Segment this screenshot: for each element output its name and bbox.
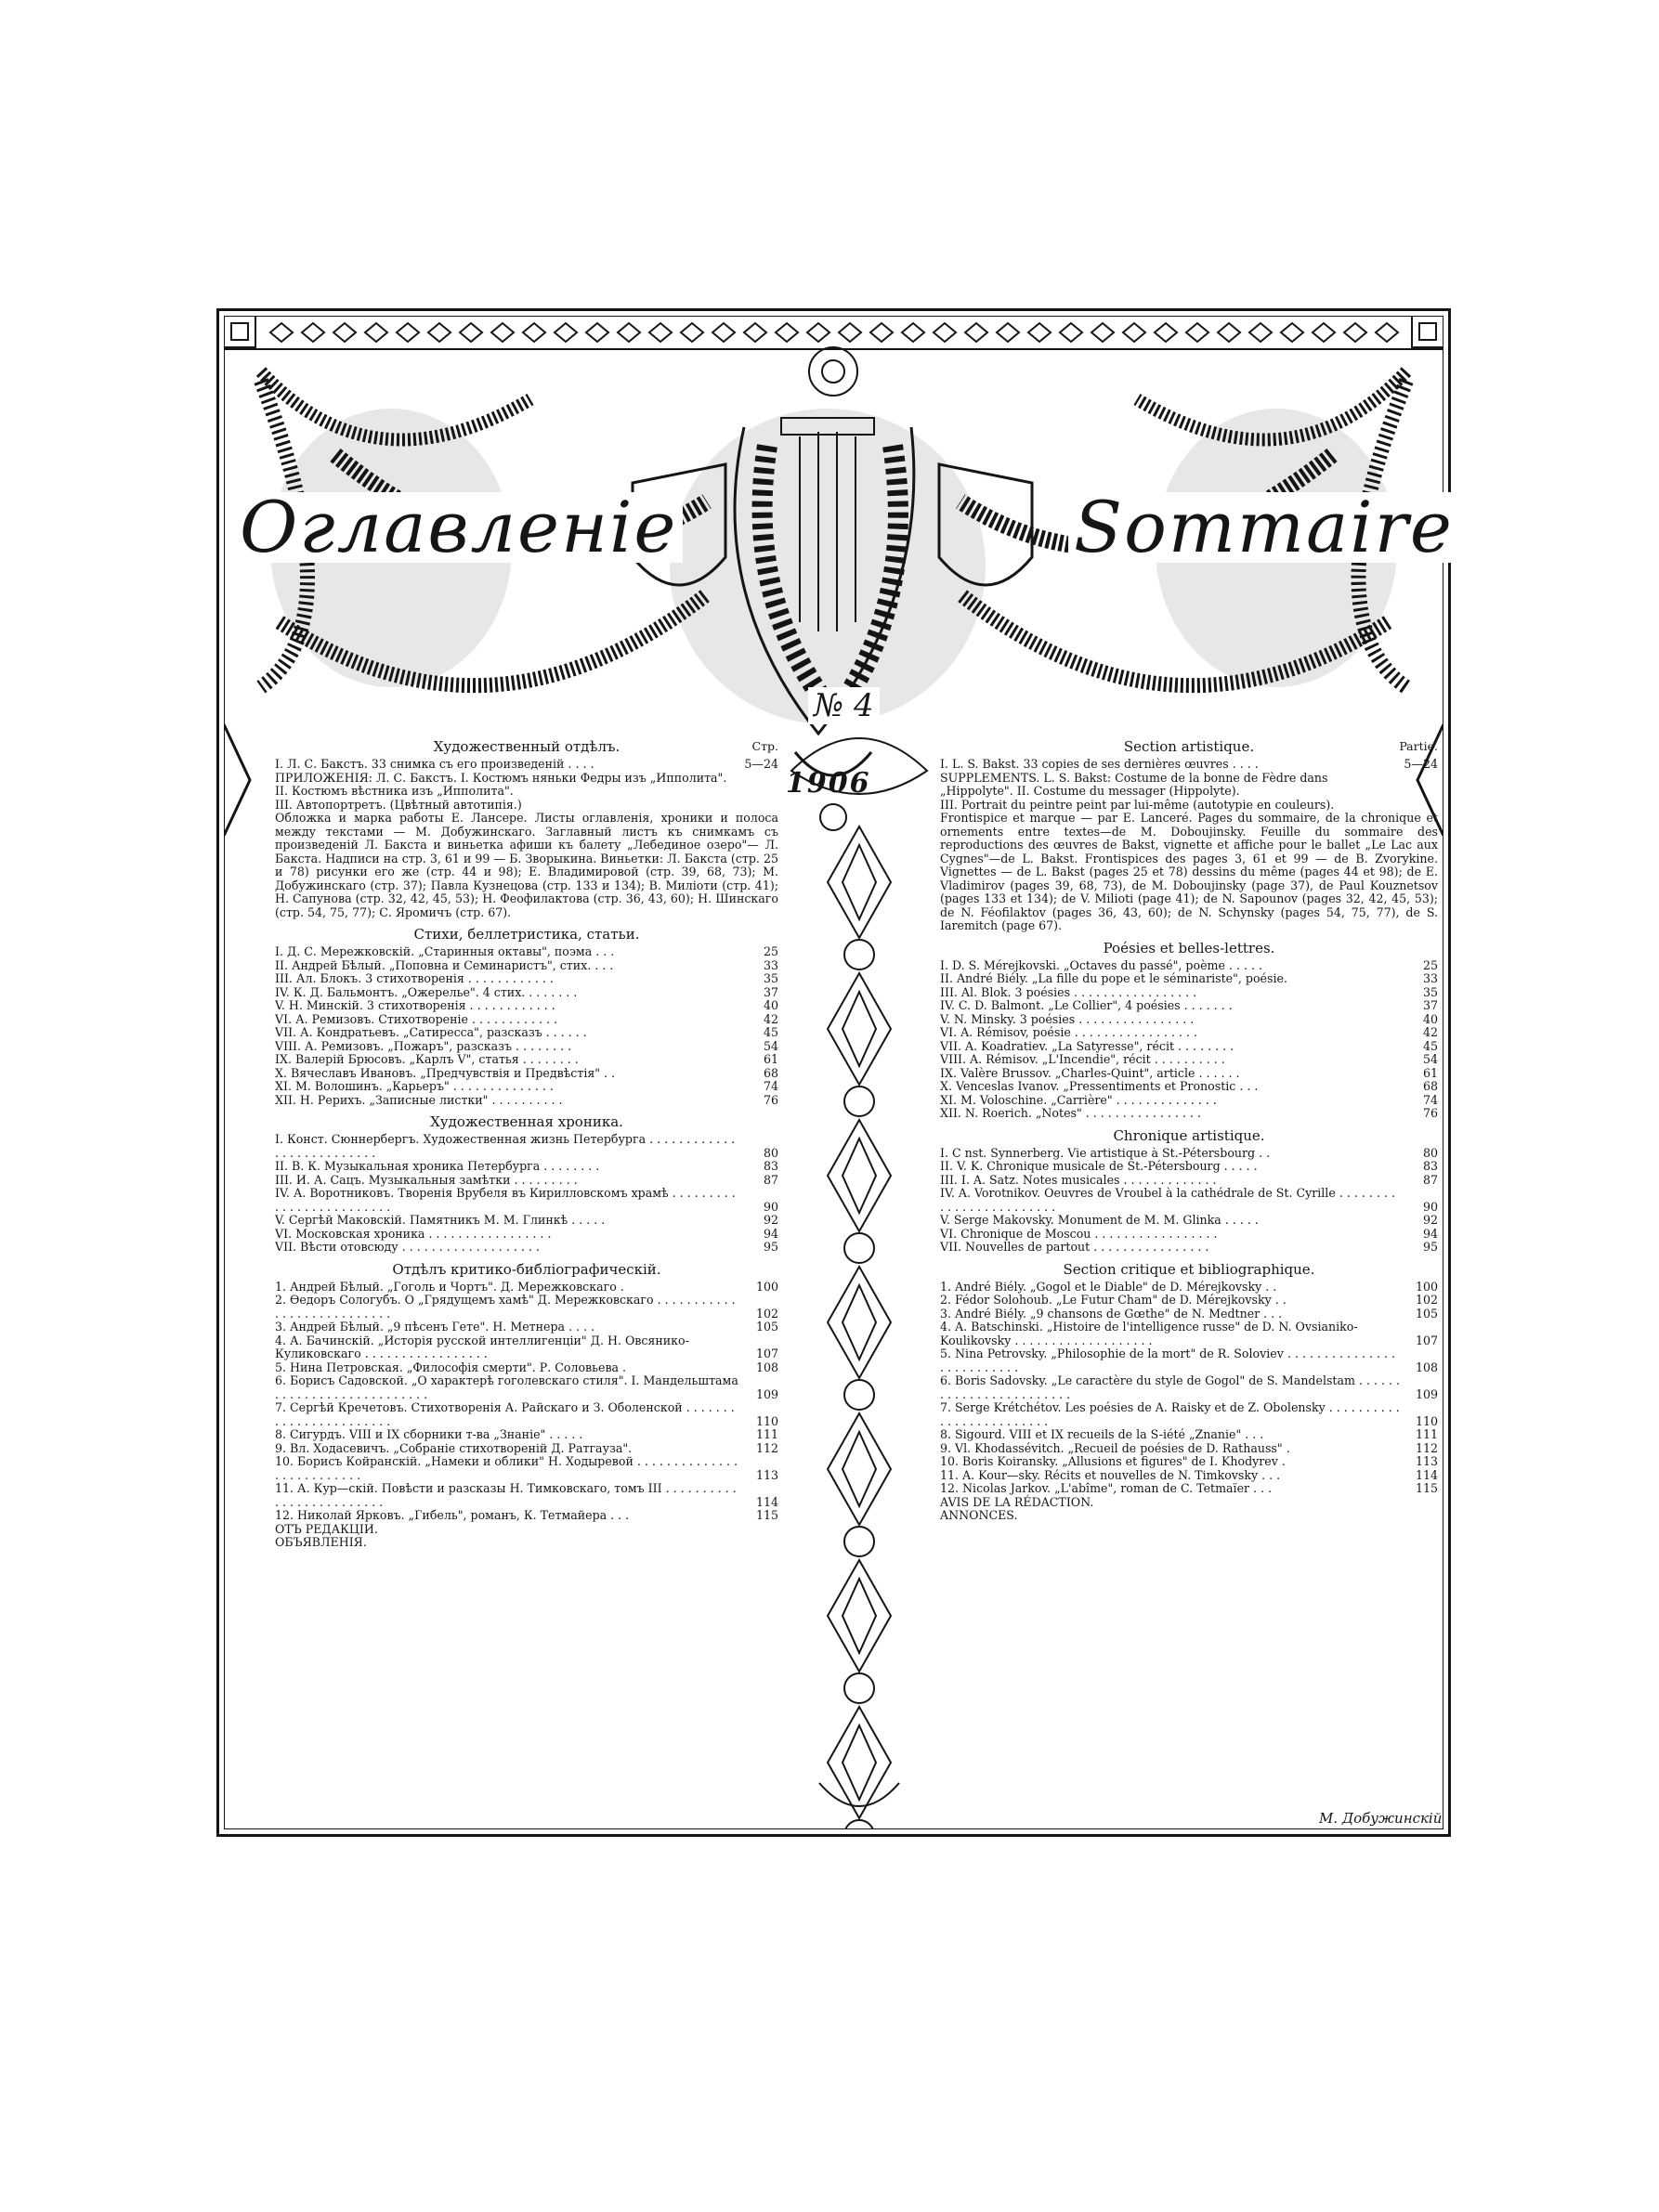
entry-title: VIII. А. Ремизовъ. „Пожаръ", разсказъ . . . . . . . . — [275, 1038, 572, 1053]
contents-entry — [275, 1026, 778, 1040]
entry-page: 35 — [763, 971, 778, 985]
entry-page: 76 — [763, 1092, 778, 1107]
illustration-credits: Обложка и марка работы Е. Лансере. Листы оглавленія, хроники и полоса между текстами — М. Добужинскаго. Заглавный листъ къ снимкамъ съ произведеній Л. Бакста и виньетка афиши къ балету „Лебединое озеро"— Л. Бакста. Надписи на стр. 3, 61 и 99 — Б. Зворыкина. Виньетки: Л. Бакста (стр. 25 и 78) рисунки его же (стр. 44 и 98); Е. Владимировой (стр. 39, 68, 73); М. Добужинскаго (стр. 37); Павла Кузнецова (стр. 133 и 134); В. Миліоти (стр. 41); Н. Сапунова (стр. 32, 42, 45, 53); Н. Феофилактова (стр. 36, 43, 60); Н. Шинскаго (стр. 54, 75, 77); С. Яромичъ (стр. 67). — [275, 811, 778, 919]
entry-page: 5—24 — [1404, 757, 1438, 771]
entry-page: 35 — [1422, 984, 1438, 999]
section-heading: Художественный отдѣлъ. Стр. — [433, 738, 778, 755]
entry-title: V. N. Minsky. 3 poésies . . . . . . . . . . . . . . . . — [940, 1011, 1195, 1026]
entry-title: III. И. А. Сацъ. Музыкальныя замѣтки . . . . . . . . . — [275, 1172, 578, 1187]
entry-title: XI. M. Voloschine. „Carrière" . . . . . . . . . . . . . . — [940, 1092, 1217, 1107]
contents-entry — [940, 1308, 1438, 1321]
entry-page: 87 — [763, 1172, 778, 1187]
central-ornament-column — [782, 706, 936, 1829]
entry-page: 114 — [1415, 1467, 1438, 1482]
contents-entry — [940, 1026, 1438, 1040]
entry-page: 105 — [1415, 1306, 1438, 1321]
entry-page: 74 — [763, 1079, 778, 1093]
contents-entry — [275, 1334, 778, 1361]
entry-title: XII. N. Roerich. „Notes" . . . . . . . . . . . . . . . . — [940, 1106, 1201, 1120]
contents-entry — [275, 1174, 778, 1188]
page-column-heading: Partie. — [1399, 739, 1438, 753]
entry-title: 1. Андрей Бѣлый. „Гоголь и Чортъ". Д. Мережковскаго . — [275, 1279, 624, 1294]
contents-entry — [275, 1187, 778, 1214]
entry-title: VII. Nouvelles de partout . . . . . . . . . . . . . . . . — [940, 1240, 1209, 1254]
entry-title: I. L. S. Bakst. 33 copies de ses dernières œuvres . . . . — [940, 757, 1259, 771]
entry-page: 33 — [763, 957, 778, 972]
entry-page: 54 — [1422, 1052, 1438, 1066]
entry-title: 4. A. Batschinski. „Histoire de l'intelligence russe" de D. N. Ovsianiko-Koulikovsky . . . . . . . . . . . . . . . . . . . — [940, 1320, 1358, 1347]
contents-entry — [275, 1374, 778, 1401]
entry-title: VII. A. Koadratiev. „La Satyresse", récit . . . . . . . . — [940, 1038, 1234, 1053]
entry-page: 37 — [1422, 998, 1438, 1012]
closing-line: ОТЪ РЕДАКЦІИ. — [275, 1521, 378, 1536]
entry-page: 112 — [755, 1440, 778, 1455]
entry-page: 100 — [755, 1279, 778, 1294]
contents-entry — [275, 772, 778, 799]
entry-page: 37 — [763, 984, 778, 999]
entry-title: 2. Fédor Solohoub. „Le Futur Cham" de D. Mérejkovsky . . — [940, 1293, 1287, 1307]
entry-page: 90 — [1422, 1199, 1438, 1214]
contents-entry — [275, 1482, 778, 1509]
entry-title: 1. André Biély. „Gogol et le Diable" de D. Mérejkovsky . . — [940, 1279, 1277, 1294]
entry-title: 6. Boris Sadovsky. „Le caractère du style de Gogol" de S. Mandelstam . . . . . . . . . . . . . . . . . . . . . . . . — [940, 1373, 1400, 1401]
entry-title: II. V. K. Chronique musicale de St.-Pétersbourg . . . . . — [940, 1159, 1258, 1173]
entry-title: 11. A. Kour—sky. Récits et nouvelles de N. Timkovsky . . . — [940, 1467, 1281, 1482]
contents-russian — [275, 732, 778, 1550]
contents-entry — [275, 1040, 778, 1054]
entry-page: 5—24 — [744, 757, 778, 771]
entry-page: 90 — [763, 1199, 778, 1214]
contents-entry — [940, 1455, 1438, 1469]
section-heading: Section critique et bibliographique. — [1063, 1260, 1315, 1278]
entry-page: 94 — [1422, 1226, 1438, 1241]
contents-entry — [275, 1228, 778, 1242]
contents-entry — [275, 1321, 778, 1334]
entry-title: IV. A. Vorotnikov. Oeuvres de Vroubel à la cathédrale de St. Cyrille . . . . . . . . . . . . . . . . . . . . . . . . — [940, 1186, 1395, 1214]
contents-entry — [275, 1013, 778, 1027]
entry-title: ПРИЛОЖЕНІЯ: Л. С. Бакстъ. I. Костюмъ няньки Федры изъ „Ипполита". II. Костюмъ вѣстника изъ „Ипполита". — [275, 770, 727, 798]
contents-entry — [940, 972, 1438, 986]
section-heading: Chronique artistique. — [1113, 1126, 1265, 1144]
entry-title: V. Сергѣй Маковскій. Памятникъ М. М. Глинкѣ . . . . . — [275, 1213, 606, 1227]
entry-page: 95 — [1422, 1240, 1438, 1254]
entry-title: I. Д. С. Мережковскій. „Старинныя октавы", поэма . . . — [275, 944, 615, 958]
contents-entry — [940, 1053, 1438, 1067]
entry-page: 102 — [1415, 1293, 1438, 1307]
entry-page: 92 — [763, 1213, 778, 1227]
contents-french — [940, 732, 1438, 1523]
entry-page: 40 — [763, 998, 778, 1012]
entry-title: XII. Н. Рерихъ. „Записные листки" . . . . . . . . . . — [275, 1092, 563, 1107]
entry-page: 87 — [1422, 1172, 1438, 1187]
entry-page: 100 — [1415, 1279, 1438, 1294]
contents-entry — [940, 1107, 1438, 1121]
contents-entry — [940, 1160, 1438, 1174]
entry-page: 25 — [763, 944, 778, 958]
entry-title: 9. Vl. Khodassévitch. „Recueil de poésies de D. Rathauss" . — [940, 1440, 1290, 1455]
entry-page: 76 — [1422, 1106, 1438, 1120]
contents-entry — [940, 799, 1438, 813]
entry-page: 94 — [763, 1226, 778, 1241]
entry-page: 95 — [763, 1240, 778, 1254]
entry-title: VII. А. Кондратьевъ. „Сатиресса", разсказъ . . . . . . — [275, 1025, 587, 1039]
contents-entry — [275, 1294, 778, 1321]
entry-page: 45 — [763, 1025, 778, 1039]
contents-entry — [940, 1174, 1438, 1188]
contents-entry — [275, 1214, 778, 1228]
entry-page: 111 — [755, 1427, 778, 1441]
entry-page: 112 — [1415, 1440, 1438, 1455]
artist-signature: М. Добужинскій — [1319, 1810, 1443, 1827]
section-heading: Poésies et belles-lettres. — [1103, 939, 1275, 956]
contents-entry — [940, 1401, 1438, 1428]
contents-entry — [275, 1067, 778, 1081]
contents-entry — [940, 1147, 1438, 1161]
contents-entry — [940, 1347, 1438, 1374]
issue-number: № 4 — [808, 687, 880, 724]
contents-entry — [940, 959, 1438, 973]
entry-title: 7. Serge Krétchétov. Les poésies de A. Raisky et de Z. Obolensky . . . . . . . . . . . . . . . . . . . . . . . . . — [940, 1400, 1400, 1428]
entry-page: 83 — [763, 1159, 778, 1173]
entry-page: 113 — [1415, 1454, 1438, 1468]
entry-page: 107 — [1415, 1333, 1438, 1347]
title-russian: Оглавленіе — [234, 492, 683, 563]
entry-title: VIII. A. Rémisov. „L'Incendie", récit . . . . . . . . . . — [940, 1052, 1225, 1066]
entry-title: IV. А. Воротниковъ. Творенія Врубеля въ Кирилловскомъ храмѣ . . . . . . . . . . . . . . . . . . . . . . . . . — [275, 1186, 736, 1214]
entry-page: 102 — [755, 1306, 778, 1321]
entry-title: III. Portrait du peintre peint par lui-même (autotypie en couleurs). — [940, 797, 1335, 812]
contents-entry — [275, 986, 778, 1000]
contents-entry — [940, 1294, 1438, 1308]
entry-title: 4. А. Бачинскій. „Исторія русской интеллигенціи" Д. Н. Овсянико-Куликовскаго . . . . . . . . . . . . . . . . . — [275, 1333, 689, 1360]
contents-entry — [275, 799, 778, 813]
entry-title: VI. А. Ремизовъ. Стихотвореніе . . . . . . . . . . . . — [275, 1011, 558, 1026]
entry-title: IX. Valère Brussov. „Charles-Quint", article . . . . . . — [940, 1065, 1240, 1080]
diamond-border — [270, 323, 1398, 342]
entry-title: 10. Борисъ Койранскій. „Намеки и облики" Н. Ходыревой . . . . . . . . . . . . . . . . . . . . . . . . . . — [275, 1454, 738, 1482]
entry-page: 45 — [1422, 1038, 1438, 1053]
contents-entry — [940, 1187, 1438, 1214]
entry-page: 111 — [1415, 1427, 1438, 1441]
entry-page: 42 — [1422, 1025, 1438, 1039]
contents-entry — [275, 1053, 778, 1067]
entry-page: 68 — [1422, 1079, 1438, 1093]
entry-title: 8. Sigourd. VIII et IX recueils de la S-iété „Znanie" . . . — [940, 1427, 1264, 1441]
contents-entry — [940, 1428, 1438, 1442]
title-french: Sommaire — [1068, 492, 1459, 563]
entry-page: 105 — [755, 1320, 778, 1334]
contents-entry — [940, 1094, 1438, 1108]
contents-entry — [275, 1160, 778, 1174]
entry-title: II. Андрей Бѣлый. „Поповна и Семинаристъ", стих. . . . — [275, 957, 614, 972]
section-heading: Section artistique. Partie. — [1123, 738, 1438, 755]
entry-page: 33 — [1422, 971, 1438, 985]
contents-entry — [275, 945, 778, 959]
contents-entry — [275, 758, 778, 772]
entry-page: 107 — [755, 1347, 778, 1360]
entry-page: 68 — [763, 1065, 778, 1080]
entry-title: 6. Борисъ Садовской. „О характерѣ гоголевскаго стиля". I. Мандельштама . . . . . . . . . . . . . . . . . . . . . — [275, 1373, 738, 1401]
entry-page: 83 — [1422, 1159, 1438, 1173]
contents-entry — [940, 1321, 1438, 1347]
entry-page: 108 — [1415, 1360, 1438, 1374]
contents-entry — [275, 1241, 778, 1255]
contents-entry — [275, 1281, 778, 1295]
entry-page: 61 — [763, 1052, 778, 1066]
contents-entry — [940, 999, 1438, 1013]
contents-entry — [275, 1094, 778, 1108]
contents-entry — [940, 1482, 1438, 1496]
entry-page: 110 — [1415, 1413, 1438, 1428]
contents-entry — [275, 999, 778, 1013]
contents-entry — [940, 1013, 1438, 1027]
contents-entry — [940, 1469, 1438, 1483]
section-heading: Художественная хроника. — [430, 1113, 623, 1130]
entry-title: SUPPLEMENTS. L. S. Bakst: Costume de la bonne de Fèdre dans „Hippolyte". II. Costume du messager (Hippolyte). — [940, 770, 1328, 798]
entry-title: III. I. A. Satz. Notes musicales . . . . . . . . . . . . . — [940, 1172, 1217, 1187]
entry-title: IV. C. D. Balmont. „Le Collier", 4 poésies . . . . . . . — [940, 998, 1233, 1012]
entry-page: 109 — [1415, 1386, 1438, 1401]
entry-title: 3. Андрей Бѣлый. „9 пѣсенъ Гете". Н. Метнера . . . . — [275, 1320, 595, 1334]
closing-line: ANNONCES. — [940, 1508, 1018, 1522]
contents-entry — [275, 1442, 778, 1456]
entry-title: V. Serge Makovsky. Monument de M. M. Glinka . . . . . — [940, 1213, 1259, 1227]
entry-title: 12. Nicolas Jarkov. „L'abîme", roman de C. Tetmaïer . . . — [940, 1481, 1273, 1495]
contents-entry — [275, 1080, 778, 1094]
entry-title: X. Venceslas Ivanov. „Pressentiments et Pronostic . . . — [940, 1079, 1259, 1093]
contents-entry — [940, 1067, 1438, 1081]
entry-page: 61 — [1422, 1065, 1438, 1080]
contents-entry — [275, 1133, 778, 1160]
entry-page: 113 — [755, 1467, 778, 1482]
contents-entry — [940, 1241, 1438, 1255]
entry-title: 12. Николай Ярковъ. „Гибель", романъ, К. Тетмайера . . . — [275, 1508, 630, 1522]
contents-entry — [940, 1214, 1438, 1228]
entry-page: 25 — [1422, 957, 1438, 972]
contents-entry — [940, 1281, 1438, 1295]
entry-title: 3. André Biély. „9 chansons de Gœthe" de N. Medtner . . . — [940, 1306, 1283, 1321]
contents-entry — [940, 772, 1438, 799]
contents-entry — [940, 986, 1438, 1000]
contents-entry — [940, 1080, 1438, 1094]
entry-title: III. Al. Blok. 3 poésies . . . . . . . . . . . . . . . . . — [940, 984, 1197, 999]
year-badge: 1906 — [786, 767, 871, 800]
contents-entry — [275, 1428, 778, 1442]
entry-page: 114 — [755, 1494, 778, 1509]
contents-entry — [940, 1228, 1438, 1242]
entry-title: 2. Ѳедоръ Сологубъ. О „Грядущемъ хамѣ" Д. Мережковскаго . . . . . . . . . . . . . . . . . . . . . . . . . . . — [275, 1293, 736, 1321]
entry-title: I. C nst. Synnerberg. Vie artistique à St.-Pétersbourg . . — [940, 1145, 1271, 1160]
entry-title: I. Л. С. Бакстъ. 33 снимка съ его произведеній . . . . — [275, 757, 594, 771]
contents-entry — [275, 1455, 778, 1482]
entry-page: 40 — [1422, 1011, 1438, 1026]
page-column-heading: Стр. — [751, 739, 778, 753]
entry-page: 115 — [755, 1508, 778, 1522]
entry-title: III. Автопортретъ. (Цвѣтный автотипія.) — [275, 797, 522, 812]
entry-title: 11. А. Кур—скій. Повѣсти и разсказы Н. Тимковскаго, томъ III . . . . . . . . . . . . . . . . . . . . . . . . . — [275, 1481, 737, 1509]
entry-title: I. Конст. Сюннербергъ. Художественная жизнь Петербурга . . . . . . . . . . . . . . . . . . . . . . . . . . — [275, 1132, 736, 1160]
contents-entry — [275, 972, 778, 986]
entry-title: VI. Московская хроника . . . . . . . . . . . . . . . . . — [275, 1226, 552, 1241]
entry-page: 74 — [1422, 1092, 1438, 1107]
entry-title: X. Вячеславъ Ивановъ. „Предчувствія и Предвѣстія" . . — [275, 1065, 616, 1080]
entry-title: VI. A. Rémisov, poésie . . . . . . . . . . . . . . . . . — [940, 1025, 1197, 1039]
entry-title: II. В. К. Музыкальная хроника Петербурга . . . . . . . . — [275, 1159, 600, 1173]
entry-page: 108 — [755, 1360, 778, 1374]
contents-entry — [940, 1040, 1438, 1054]
entry-title: 10. Boris Koiransky. „Allusions et figures" de I. Khodyrev . — [940, 1454, 1286, 1468]
entry-title: VI. Chronique de Moscou . . . . . . . . . . . . . . . . . — [940, 1226, 1218, 1241]
entry-title: V. Н. Минскій. 3 стихотворенія . . . . . . . . . . . . — [275, 998, 555, 1012]
entry-title: III. Ал. Блокъ. 3 стихотворенія . . . . . . . . . . . . — [275, 971, 554, 985]
entry-page: 109 — [755, 1386, 778, 1401]
contents-entry — [940, 758, 1438, 772]
entry-page: 110 — [755, 1413, 778, 1428]
entry-title: 9. Вл. Ходасевичъ. „Собраніе стихотвореній Д. Ратгауза". — [275, 1440, 633, 1455]
closing-line: AVIS DE LA RÉDACTION. — [940, 1494, 1094, 1509]
entry-title: II. André Biély. „La fille du pope et le séminariste", poésie. — [940, 971, 1287, 985]
closing-line: ОБЪЯВЛЕНІЯ. — [275, 1535, 367, 1549]
entry-title: 8. Сигурдъ. VIII и IX сборники т-ва „Знаніе" . . . . . — [275, 1427, 583, 1441]
entry-page: 80 — [763, 1145, 778, 1160]
entry-title: VII. Вѣсти отовсюду . . . . . . . . . . . . . . . . . . . — [275, 1240, 540, 1254]
entry-page: 42 — [763, 1011, 778, 1026]
illustration-credits: Frontispice et marque — par E. Lanceré. Pages du sommaire, de la chronique et ornements entre textes—de M. Dobоujinsky. Feuille du sommaire des reproductions des œuvres de Bakst, vignette et affiche pour le ballet „Le Lac aux Cygnes"—de L. Bakst. Frontispices des pages 3, 61 et 99 — de B. Zvorykine. Vignettes — de L. Bakst (pages 25 et 78) dessins du même (pages 44 et 98); de E. Vladimirov (pages 39, 68, 73), de M. Dobоujinsky (page 37), de Paul Kouznetsov (pages 133 et 134); de V. Milioti (page 41); de N. Sapounov (pages 32, 42, 45, 53); de N. Féofilaktov (pages 36, 43, 60); de N. Schynsky (pages 54, 75, 77), de S. Iaremitch (page 67). — [940, 811, 1438, 932]
contents-entry — [275, 1401, 778, 1428]
contents-entry — [275, 1361, 778, 1375]
contents-entry — [940, 1442, 1438, 1456]
contents-entry — [940, 1374, 1438, 1401]
contents-entry — [275, 1509, 778, 1523]
entry-page: 54 — [763, 1038, 778, 1053]
contents-entry — [275, 959, 778, 973]
entry-page: 92 — [1422, 1213, 1438, 1227]
entry-title: IV. К. Д. Бальмонтъ. „Ожерелье". 4 стих. . . . . . . . — [275, 984, 578, 999]
entry-title: 5. Нина Петровская. „Философія смерти". Р. Соловьева . — [275, 1360, 627, 1374]
entry-title: 7. Сергѣй Кречетовъ. Стихотворенія А. Райскаго и З. Оболенской . . . . . . . . . . . . . . . . . . . . . . . — [275, 1400, 735, 1428]
entry-page: 115 — [1415, 1481, 1438, 1495]
entry-title: XI. М. Волошинъ. „Карьеръ" . . . . . . . . . . . . . . — [275, 1079, 554, 1093]
section-heading: Стихи, беллетристика, статьи. — [413, 926, 640, 943]
section-heading: Отдѣлъ критико-библіографическій. — [392, 1260, 661, 1278]
entry-title: IX. Валерій Брюсовъ. „Карлъ V", статья . . . . . . . . — [275, 1052, 579, 1066]
entry-page: 80 — [1422, 1145, 1438, 1160]
entry-title: I. D. S. Mérejkovski. „Octaves du passé", poème . . . . . — [940, 957, 1262, 972]
entry-title: 5. Nina Petrovsky. „Philosophie de la mort" de R. Soloviev . . . . . . . . . . . . . . . . . . . . . . . . . . — [940, 1347, 1395, 1374]
